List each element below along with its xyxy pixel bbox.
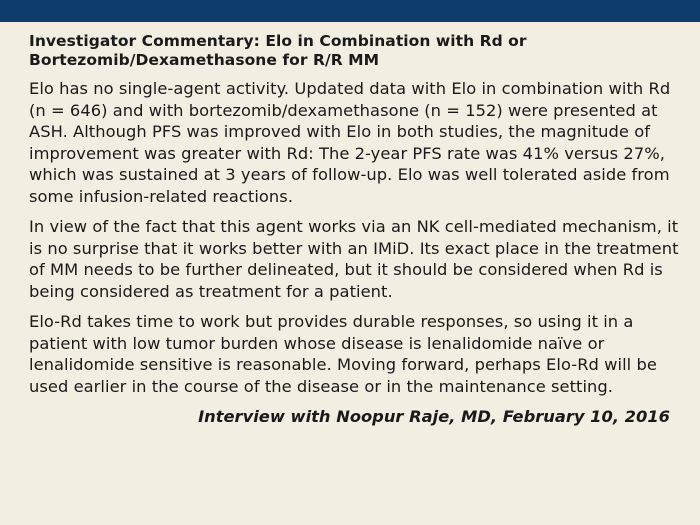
slide-title-line1: Investigator Commentary: Elo in Combination with Rd or <box>29 32 527 50</box>
paragraph-recommendation: Elo-Rd takes time to work but provides durable responses, so using it in a patient with low tumor burden whose disease is lenalidomide naïve or lenalidomide sensitive is reasonable. Moving forward, perhaps Elo-Rd will be used earlier in the course of the disease or in the maintenance setting. <box>29 312 657 396</box>
attribution: Interview with Noopur Raje, MD, February 10, 2016 <box>198 407 670 426</box>
slide-content <box>29 32 679 427</box>
paragraph-results: Elo has no single-agent activity. Updated data with Elo in combination with Rd (n = 646) and with bortezomib/dexamethasone (n = 152) were presented at ASH. Although PFS was improved with Elo in both studies, the magnitude of improvement was greater with Rd: The 2-year PFS rate was 41% versus 27%, which was sustained at 3 years of follow-up. Elo was well tolerated aside from some infusion-related reactions. <box>29 79 671 206</box>
slide-title <box>29 32 679 70</box>
header-bar <box>0 0 700 22</box>
slide-title-line2: Bortezomib/Dexamethasone for R/R MM <box>29 51 380 69</box>
paragraph-mechanism: In view of the fact that this agent works via an NK cell-mediated mechanism, it is no surprise that it works better with an IMiD. Its exact place in the treatment of MM needs to be further delineated, but it should be considered when Rd is being considered as treatment for a patient. <box>29 217 679 301</box>
